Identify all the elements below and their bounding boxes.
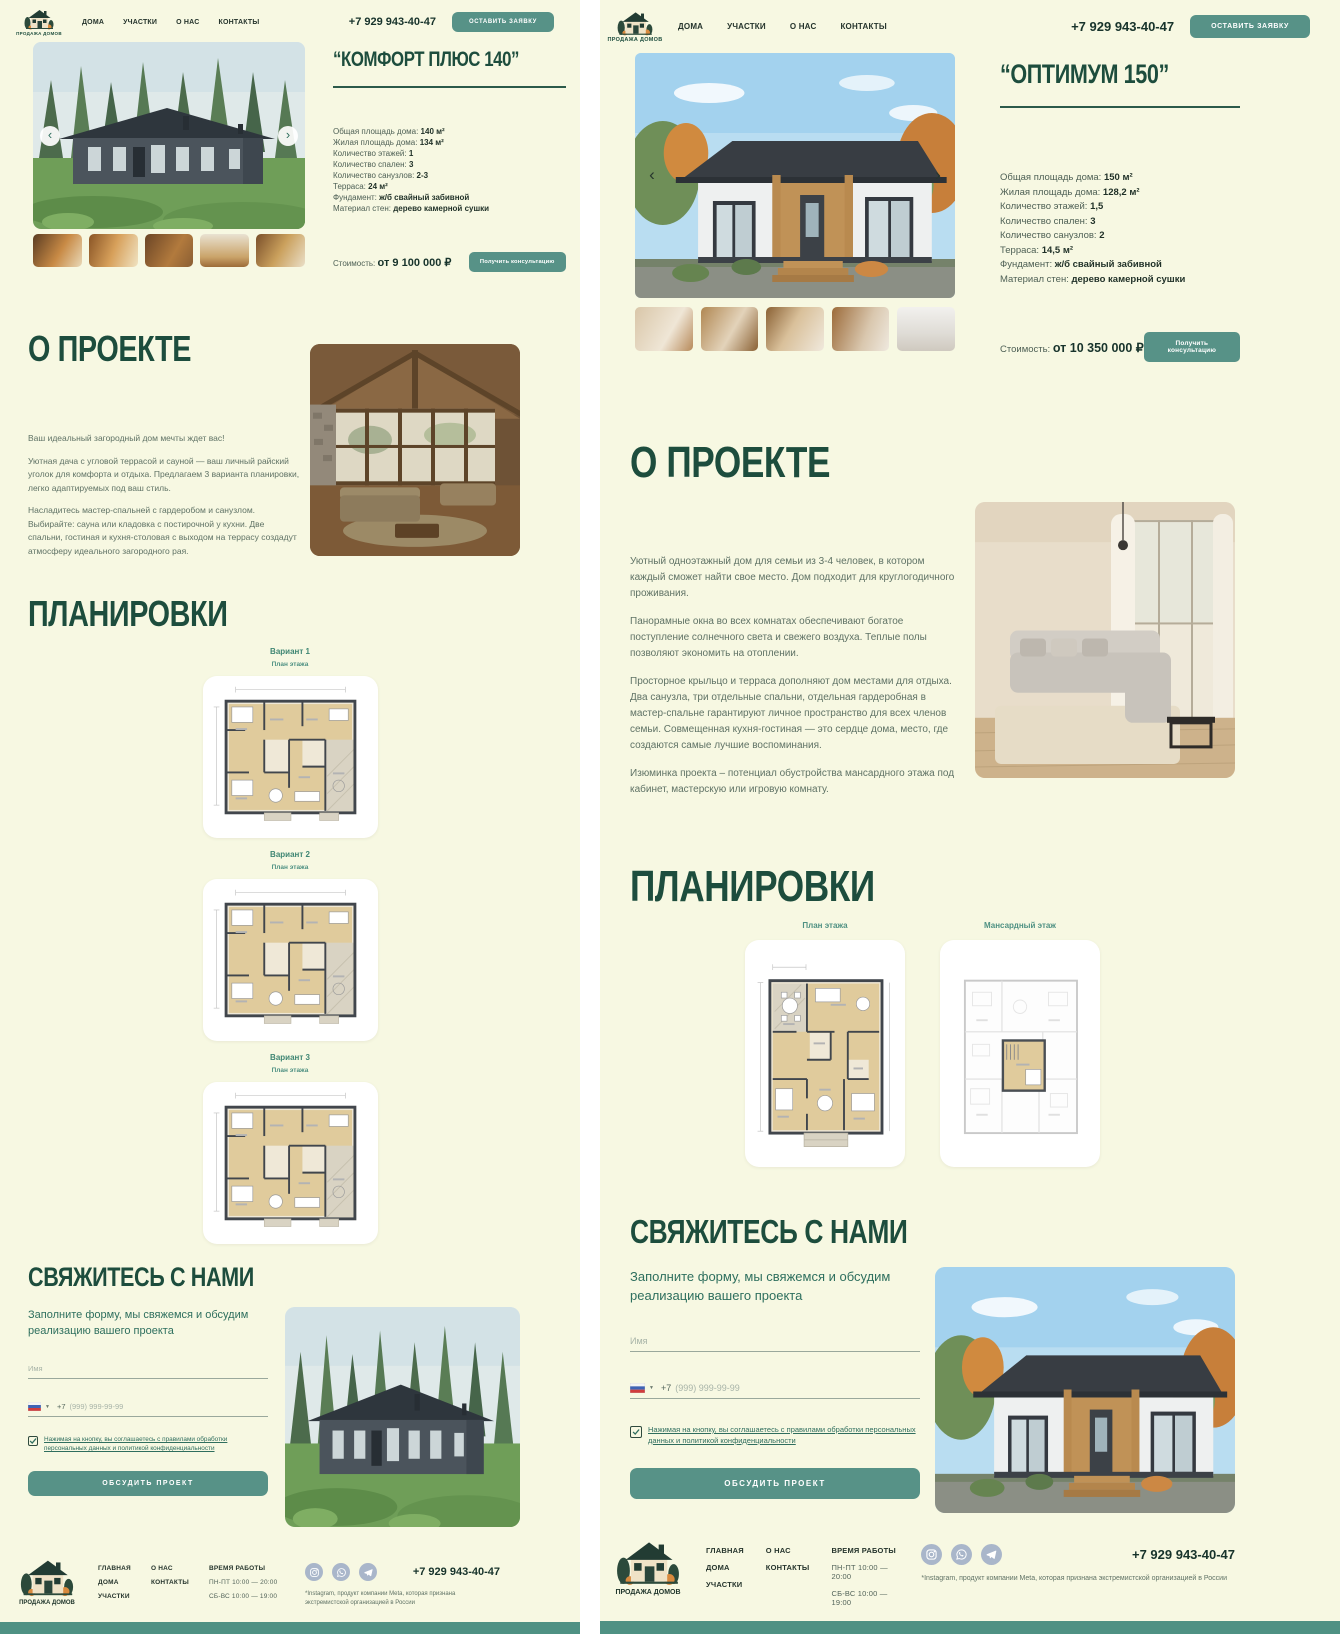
logo-text: ПРОДАЖА ДОМОВ — [607, 37, 663, 43]
name-input[interactable] — [630, 1331, 920, 1352]
floor-plan-card[interactable] — [940, 940, 1100, 1167]
spec-row — [1000, 171, 1240, 186]
spec-value: 140 м² — [420, 127, 445, 136]
about-paragraph: Просторное крыльцо и терраса дополняют дом местами для отдыха. Два санузла, три отдельные спальни, отдельная гардеробная в мастер-спальне гарантируют личное пространство для всех членов семьи. Совмещенная кухня-гостиная — это сердце дома, место, где создаются самые лучшие воспоминания. — [630, 676, 952, 751]
footer-phone[interactable]: +7 929 943-40-47 — [1131, 1547, 1235, 1562]
footer-link-uchastki[interactable]: УЧАСТКИ — [706, 1580, 743, 1589]
footer-links-col2 — [766, 1538, 810, 1572]
plan-variant-title: Вариант 1 — [270, 647, 310, 656]
spec-label: Количество этажей: — [1000, 201, 1088, 212]
carousel-prev-button[interactable] — [642, 166, 662, 186]
whatsapp-button[interactable] — [951, 1544, 972, 1565]
gallery-thumbnail[interactable] — [145, 234, 194, 267]
header-right — [1071, 15, 1310, 38]
spec-row — [1000, 244, 1240, 259]
floor-plan-image — [207, 1086, 374, 1240]
spec-row — [1000, 229, 1240, 244]
hours-row: СБ-ВС 10:00 — 19:00 — [208, 1593, 278, 1600]
footer — [600, 1538, 1340, 1621]
phone-code: +7 — [56, 1402, 66, 1411]
spec-row — [333, 137, 566, 148]
thumbnail-strip — [33, 234, 305, 267]
thumbnail-strip — [635, 307, 955, 351]
footer-right — [305, 1557, 500, 1608]
spec-row — [1000, 273, 1240, 288]
footer-link-uchastki[interactable]: УЧАСТКИ — [98, 1593, 130, 1600]
telegram-button[interactable] — [359, 1563, 377, 1581]
spec-value: 150 м² — [1103, 172, 1133, 183]
site-logo[interactable] — [16, 8, 62, 36]
plans-row — [745, 916, 1310, 1167]
spec-value: 1,5 — [1090, 201, 1104, 212]
footer-link-glavnaya[interactable]: ГЛАВНАЯ — [98, 1565, 131, 1572]
plan-variant-2 — [203, 850, 378, 1041]
phone-input[interactable] — [630, 1378, 920, 1399]
price-label: Стоимость: — [1000, 343, 1051, 355]
logo-house-icon — [617, 10, 653, 36]
page-optimum-150 — [600, 0, 1340, 1634]
interior-photo — [310, 344, 520, 556]
hero-section — [600, 43, 1340, 362]
title-divider — [1000, 106, 1240, 108]
spec-label: Общая площадь дома: — [1000, 172, 1102, 183]
logo-house-icon — [616, 1538, 680, 1586]
spec-value: дерево камерной сушки — [1071, 273, 1186, 285]
spec-value: 1 — [408, 149, 414, 158]
about-section — [0, 328, 580, 567]
nav-link-kontakty[interactable]: КОНТАКТЫ — [840, 22, 887, 31]
contact-row — [630, 1267, 1235, 1513]
site-logo[interactable] — [607, 10, 663, 43]
russia-flag-icon — [28, 1402, 41, 1411]
phone-placeholder: (999) 999-99-99 — [675, 1383, 740, 1393]
spec-value: 2-3 — [416, 171, 429, 180]
plan-variant-title: Вариант 2 — [270, 850, 310, 859]
contact-photo — [285, 1307, 520, 1527]
whatsapp-icon — [955, 1548, 968, 1561]
specs-list — [1000, 171, 1240, 287]
footer-socials-row — [305, 1563, 500, 1581]
spec-label: Количество санузлов: — [333, 171, 415, 180]
footer-disclaimer: *Instagram, продукт компании Meta, которая признана экстремистской организацией в России — [921, 1575, 1228, 1582]
plans-heading: ПЛАНИРОВКИ — [28, 593, 228, 634]
chevron-left-icon: ‹ — [47, 127, 53, 142]
floor-plan-image — [944, 944, 1096, 1163]
plan-variant-title: Вариант 3 — [270, 1053, 310, 1062]
price-value: от 10 350 000 ₽ — [1052, 340, 1144, 355]
header-cta-button[interactable]: ОСТАВИТЬ ЗАЯВКУ — [1190, 15, 1310, 38]
consent-link[interactable]: Нажимая на кнопку, вы соглашаетесь с правилами обработки персональных данных и политикой конфиденциальности — [648, 1425, 916, 1445]
about-paragraph: Уютная дача с угловой террасой и сауной — ваш личный райский уголок для комфорта и отдыха. Предлагаем 3 варианта планировки, легко адаптируемых под ваш стиль. — [28, 455, 300, 493]
floor-plan-card[interactable] — [745, 940, 905, 1167]
phone-input[interactable] — [28, 1397, 268, 1417]
project-title: “КОМФОРТ ПЛЮС 140” — [333, 48, 520, 71]
spec-row — [1000, 200, 1240, 215]
consent-checkbox[interactable] — [28, 1436, 38, 1446]
plan-caption: План этажа — [271, 864, 309, 871]
plan-variant-1 — [203, 647, 378, 838]
chevron-right-icon: › — [935, 165, 941, 184]
name-input[interactable] — [28, 1359, 268, 1379]
spec-value: 134 м² — [419, 138, 444, 147]
header-phone[interactable]: +7 929 943-40-47 — [1071, 19, 1175, 34]
footer-link-kontakty[interactable]: КОНТАКТЫ — [765, 1563, 810, 1572]
plan-floor — [745, 916, 905, 1167]
header-cta-button[interactable]: ОСТАВИТЬ ЗАЯВКУ — [452, 12, 554, 32]
about-text — [630, 438, 960, 810]
about-paragraph: Изюминка проекта – потенциал обустройства мансардного этажа под кабинет, мастерскую или игровую комнату. — [630, 768, 955, 795]
bottom-bar — [0, 1622, 580, 1634]
consent-checkbox[interactable] — [630, 1426, 642, 1438]
footer-link-o-nas[interactable]: О НАС — [765, 1546, 791, 1555]
gallery-thumbnail[interactable] — [897, 307, 955, 351]
nav-link-o-nas[interactable]: О НАС — [176, 18, 200, 26]
plan-caption: План этажа — [271, 1067, 309, 1074]
main-nav — [678, 22, 887, 31]
logo-house-icon — [24, 8, 54, 30]
footer-link-doma[interactable]: ДОМА — [98, 1579, 119, 1586]
footer-logo-text: ПРОДАЖА ДОМОВ — [19, 1600, 75, 1606]
carousel-next-button[interactable] — [278, 126, 298, 146]
instagram-icon — [925, 1548, 938, 1561]
spec-label: Фундамент: — [333, 193, 377, 202]
hours-row: ПН-ПТ 10:00 — 20:00 — [831, 1563, 888, 1581]
spec-row — [333, 148, 566, 159]
plan-caption: Мансардный этаж — [984, 921, 1056, 930]
footer-phone[interactable]: +7 929 943-40-47 — [412, 1566, 500, 1578]
spec-value: ж/б свайный забивной — [1054, 259, 1162, 270]
consent-row — [28, 1435, 268, 1453]
footer-link-glavnaya[interactable]: ГЛАВНАЯ — [706, 1546, 744, 1555]
gallery-thumbnail[interactable] — [701, 307, 759, 351]
contact-subtitle: Заполните форму, мы свяжемся и обсудим реализацию вашего проекта — [630, 1269, 891, 1303]
footer-links-col2 — [151, 1557, 189, 1586]
footer-links-col1 — [98, 1557, 131, 1600]
check-icon — [632, 1428, 640, 1436]
gallery-thumbnail[interactable] — [33, 234, 82, 267]
floor-plan-card[interactable] — [203, 1082, 378, 1244]
gallery-thumbnail[interactable] — [256, 234, 305, 267]
footer-link-o-nas[interactable]: О НАС — [150, 1565, 173, 1572]
spec-label: Жилая площадь дома: — [333, 138, 418, 147]
footer-hours — [209, 1557, 277, 1600]
floor-plan-image — [207, 680, 374, 834]
spec-value: ж/б свайный забивной — [379, 193, 470, 202]
carousel-next-button[interactable] — [928, 166, 948, 186]
contact-row — [28, 1307, 520, 1527]
floor-plan-card[interactable] — [203, 676, 378, 838]
telegram-button[interactable] — [981, 1544, 1002, 1565]
about-heading: О ПРОЕКТЕ — [28, 328, 192, 369]
about-paragraph: Уютный одноэтажный дом для семьи из 3-4 человек, в котором каждый сможет найти свое место. Дом подходит для круглогодичного проживания. — [630, 556, 955, 599]
about-text — [28, 328, 300, 567]
spec-value: 3 — [1090, 215, 1096, 227]
footer-logo[interactable] — [612, 1538, 684, 1596]
nav-link-uchastki[interactable]: УЧАСТКИ — [123, 18, 158, 26]
footer-logo-text: ПРОДАЖА ДОМОВ — [615, 1589, 681, 1596]
header-phone[interactable]: +7 929 943-40-47 — [348, 16, 436, 28]
gallery-thumbnail[interactable] — [766, 307, 824, 351]
about-paragraphs — [630, 554, 960, 798]
hero-section — [0, 36, 580, 272]
footer — [0, 1557, 580, 1622]
whatsapp-button[interactable] — [332, 1563, 350, 1581]
price — [333, 256, 451, 269]
spec-value: дерево камерной сушки — [393, 204, 490, 213]
spec-label: Общая площадь дома: — [333, 127, 419, 136]
house-exterior-photo — [635, 53, 955, 298]
consult-button[interactable]: Получить консультацию — [1144, 332, 1240, 362]
house-exterior-photo — [285, 1307, 520, 1527]
gallery-thumbnail[interactable] — [832, 307, 890, 351]
main-nav — [82, 19, 259, 26]
spec-row — [333, 203, 566, 214]
nav-link-doma[interactable]: ДОМА — [82, 18, 105, 26]
hours-title: ВРЕМЯ РАБОТЫ — [208, 1565, 266, 1572]
spec-row — [1000, 186, 1240, 201]
gallery-thumbnail[interactable] — [200, 234, 249, 267]
chevron-down-icon[interactable]: ▼ — [45, 1403, 50, 1410]
instagram-button[interactable] — [921, 1544, 942, 1565]
hero-info — [1000, 53, 1240, 362]
plan-variant-3 — [203, 1053, 378, 1244]
about-paragraph: Панорамные окна во всех комнатах обеспечивают богатое поступление солнечного света и свежего воздуха. Теплые полы позволяют экономить на отоплении. — [630, 616, 927, 659]
gallery-thumbnail[interactable] — [635, 307, 693, 351]
spec-row — [333, 126, 566, 137]
spec-value: 128,2 м² — [1102, 186, 1140, 198]
nav-link-doma[interactable]: ДОМА — [678, 22, 704, 31]
plan-caption: План этажа — [802, 921, 848, 930]
whatsapp-icon — [336, 1567, 347, 1578]
hero-info — [333, 42, 566, 272]
submit-button[interactable]: ОБСУДИТЬ ПРОЕКТ — [28, 1471, 268, 1496]
plans-heading: ПЛАНИРОВКИ — [630, 862, 875, 911]
plans-section — [600, 862, 1340, 1167]
price-row — [333, 252, 566, 272]
plans-section — [0, 593, 580, 1244]
plan-caption: План этажа — [271, 661, 309, 668]
phone-code: +7 — [660, 1383, 672, 1393]
consult-button[interactable]: Получить консультацию — [469, 252, 566, 272]
house-exterior-photo — [33, 42, 305, 229]
specs-list — [333, 126, 566, 214]
nav-link-o-nas[interactable]: О НАС — [789, 22, 817, 31]
spec-label: Жилая площадь дома: — [1000, 186, 1101, 198]
footer-right — [921, 1538, 1235, 1584]
spec-value: 14,5 м² — [1041, 244, 1074, 256]
footer-disclaimer: *Instagram, продукт компании Meta, которая признана экстремистской организацией в России — [305, 1591, 456, 1606]
spec-label: Материал стен: — [333, 204, 391, 213]
about-paragraph: Ваш идеальный загородный дом мечты ждет вас! — [28, 433, 225, 443]
spec-label: Количество спален: — [1000, 215, 1088, 227]
logo-text: ПРОДАЖА ДОМОВ — [16, 31, 62, 36]
about-photo — [975, 502, 1235, 778]
about-photo — [310, 344, 520, 556]
chevron-left-icon: ‹ — [649, 165, 655, 184]
contact-subtitle: Заполните форму, мы свяжемся и обсудим реализацию вашего проекта — [28, 1309, 249, 1337]
spec-value: 24 м² — [368, 182, 388, 191]
hero-photo — [635, 53, 955, 298]
footer-hours — [831, 1538, 899, 1607]
spec-row — [333, 159, 566, 170]
spec-label: Материал стен: — [1000, 273, 1069, 285]
telegram-icon — [363, 1567, 374, 1578]
submit-button[interactable]: ОБСУДИТЬ ПРОЕКТ — [630, 1468, 920, 1499]
price-value: от 9 100 000 ₽ — [377, 256, 452, 269]
floor-plan-image — [207, 883, 374, 1037]
about-paragraphs — [28, 432, 300, 558]
footer-link-doma[interactable]: ДОМА — [706, 1563, 730, 1572]
consent-link[interactable]: Нажимая на кнопку, вы соглашаетесь с правилами обработки персональных данных и политикой конфиденциальности — [44, 1436, 228, 1452]
spec-row — [333, 181, 566, 192]
nav-link-kontakty[interactable]: КОНТАКТЫ — [218, 18, 260, 26]
spec-label: Терраса: — [1000, 244, 1040, 256]
contact-form — [28, 1307, 268, 1527]
floor-plan-card[interactable] — [203, 879, 378, 1041]
interior-photo — [975, 502, 1235, 778]
contact-section — [600, 1213, 1340, 1513]
bottom-bar — [600, 1621, 1340, 1634]
telegram-icon — [985, 1548, 998, 1561]
spec-row — [333, 192, 566, 203]
instagram-icon — [309, 1567, 320, 1578]
spec-row — [333, 170, 566, 181]
page-komfort-plus-140 — [0, 0, 580, 1634]
spec-row — [1000, 215, 1240, 230]
contact-section — [0, 1262, 580, 1527]
contact-photo — [935, 1267, 1235, 1513]
header — [0, 0, 580, 36]
phone-placeholder: (999) 999-99-99 — [69, 1402, 124, 1411]
chevron-right-icon: › — [285, 127, 291, 142]
about-paragraph: Насладитесь мастер-спальней с гардеробом и санузлом. Выбирайте: сауна или кладовка с постирочной у кухни. Две спальни, гостиная и кухня-столовая с выходом на террасу создадут атмосферу идеального загородного рая. — [28, 505, 297, 556]
nav-link-uchastki[interactable]: УЧАСТКИ — [727, 22, 766, 31]
spec-row — [1000, 258, 1240, 273]
about-section — [600, 438, 1340, 810]
spec-label: Количество этажей: — [333, 149, 407, 158]
plan-mansard — [940, 916, 1100, 1167]
header-right — [349, 12, 554, 32]
gallery-thumbnail[interactable] — [89, 234, 138, 267]
spec-label: Количество санузлов: — [1000, 230, 1097, 241]
house-exterior-photo — [935, 1267, 1235, 1513]
hours-row: ПН-ПТ 10:00 — 20:00 — [208, 1579, 278, 1586]
spec-value: 3 — [408, 160, 414, 169]
spec-label: Количество спален: — [333, 160, 407, 169]
footer-logo[interactable] — [16, 1557, 78, 1606]
hours-row: СБ-ВС 10:00 — 19:00 — [831, 1589, 888, 1607]
floor-plan-image — [749, 944, 901, 1163]
consent-row — [630, 1425, 920, 1446]
hours-title: ВРЕМЯ РАБОТЫ — [831, 1546, 896, 1555]
instagram-button[interactable] — [305, 1563, 323, 1581]
footer-link-kontakty[interactable]: КОНТАКТЫ — [150, 1579, 189, 1586]
logo-house-icon — [20, 1557, 74, 1597]
check-icon — [29, 1437, 37, 1445]
spec-label: Фундамент: — [1000, 259, 1053, 270]
carousel-prev-button[interactable] — [40, 126, 60, 146]
spec-label: Терраса: — [333, 182, 366, 191]
about-heading: О ПРОЕКТЕ — [630, 438, 831, 487]
contact-heading: СВЯЖИТЕСЬ С НАМИ — [630, 1213, 908, 1250]
footer-socials-row — [921, 1544, 1235, 1565]
title-divider — [333, 86, 566, 88]
spec-value: 2 — [1099, 230, 1105, 241]
contact-heading: СВЯЖИТЕСЬ С НАМИ — [28, 1262, 254, 1292]
russia-flag-icon — [630, 1383, 645, 1393]
price — [1000, 340, 1144, 355]
hero-gallery — [33, 42, 305, 272]
footer-links-col1 — [706, 1538, 744, 1589]
price-row — [1000, 332, 1240, 362]
hero-gallery — [635, 53, 955, 362]
chevron-down-icon[interactable]: ▼ — [649, 1385, 654, 1391]
contact-form — [630, 1267, 920, 1513]
header — [600, 0, 1340, 43]
project-title: “ОПТИМУМ 150” — [1000, 59, 1169, 89]
hero-photo — [33, 42, 305, 229]
price-label: Стоимость: — [333, 258, 376, 268]
